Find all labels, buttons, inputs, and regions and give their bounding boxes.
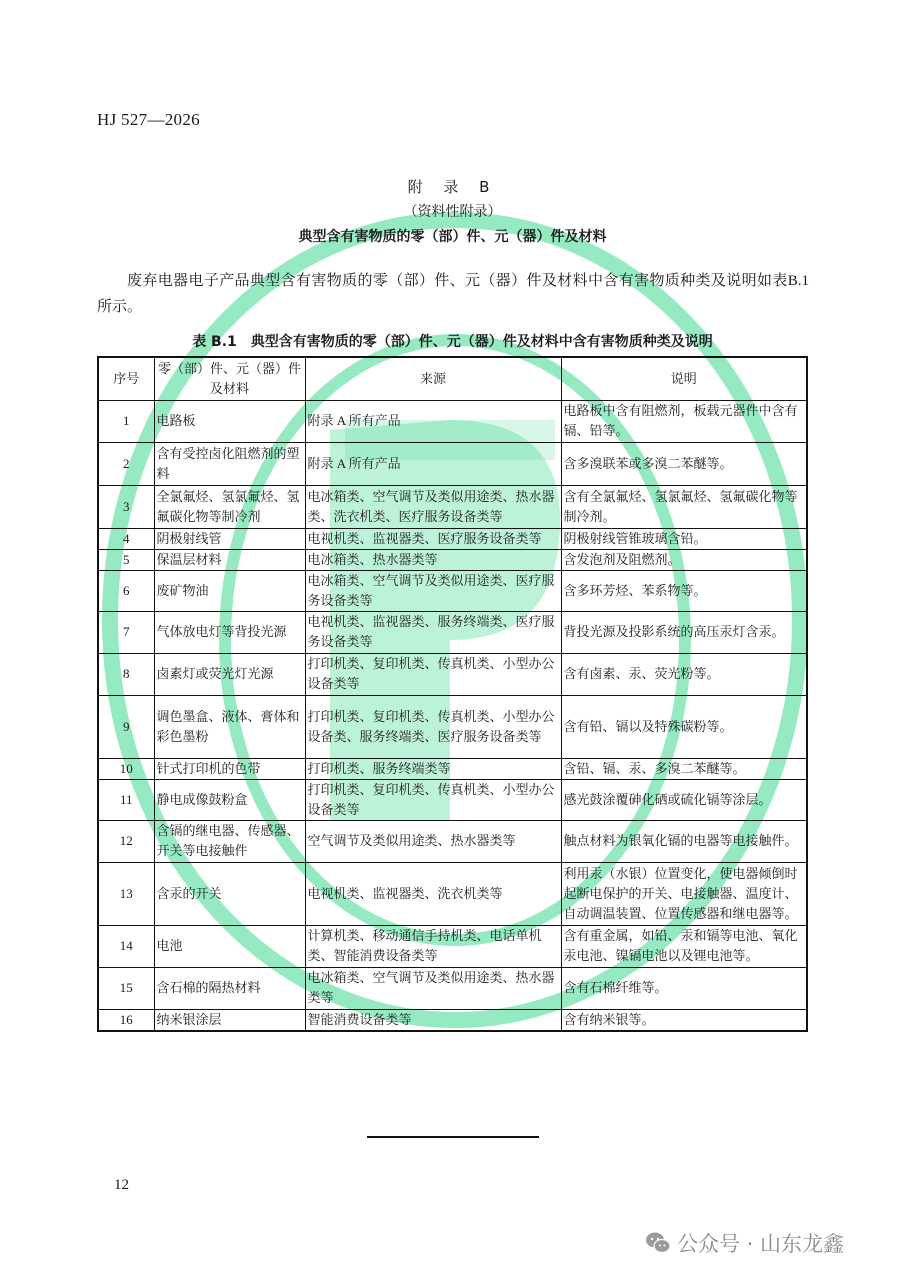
- row-number: 15: [98, 967, 154, 1009]
- row-source: 电冰箱类、空气调节及类似用途类、热水器类、洗衣机类、医疗服务设备类等: [305, 485, 561, 528]
- row-number: 5: [98, 549, 154, 570]
- row-number: 6: [98, 570, 154, 611]
- row-number: 8: [98, 653, 154, 695]
- table-header-row: [98, 357, 807, 400]
- row-note: 含有重金属，如铅、汞和镉等电池、氧化汞电池、镍镉电池以及锂电池等。: [561, 925, 807, 967]
- row-number: 4: [98, 528, 154, 549]
- row-source: 电冰箱类、热水器类等: [305, 549, 561, 570]
- row-item: 电路板: [154, 400, 305, 442]
- row-note: 含有石棉纤维等。: [561, 967, 807, 1009]
- row-item: 纳米银涂层: [154, 1009, 305, 1031]
- page-number: 12: [114, 1177, 129, 1193]
- row-number: 16: [98, 1009, 154, 1031]
- row-item: 含汞的开关: [154, 862, 305, 925]
- row-note: 阴极射线管锥玻璃含铅。: [561, 528, 807, 549]
- standard-number: HJ 527—2026: [97, 110, 200, 129]
- row-item: 全氯氟烃、氢氯氟烃、氢氟碳化物等制冷剂: [154, 485, 305, 528]
- row-number: 10: [98, 758, 154, 779]
- row-number: 14: [98, 925, 154, 967]
- appendix-label: 附 录 B: [407, 178, 498, 196]
- row-note: 含有纳米银等。: [561, 1009, 807, 1031]
- row-note: 含发泡剂及阻燃剂。: [561, 549, 807, 570]
- row-number: 1: [98, 400, 154, 442]
- table-row: [98, 400, 807, 442]
- appendix-title: 典型含有害物质的零（部）件、元（器）件及材料: [298, 229, 607, 245]
- column-header-no: 序号: [98, 357, 154, 400]
- row-source: 电冰箱类、空气调节及类似用途类、医疗服务设备类等: [305, 570, 561, 611]
- wechat-account-text: 公众号 · 山东龙鑫: [677, 1232, 845, 1256]
- row-source: 附录 A 所有产品: [305, 400, 561, 442]
- row-note: 感光鼓涂覆砷化硒或硫化镉等涂层。: [561, 779, 807, 820]
- hazardous-parts-table: [97, 356, 808, 1032]
- table-row: [98, 967, 807, 1009]
- row-note: 利用汞（水银）位置变化，使电器倾倒时起断电保护的开关、电接触器、温度计、自动调温装置、位置传感器和继电器等。: [561, 862, 807, 925]
- row-note: 背投光源及投影系统的高压汞灯含汞。: [561, 611, 807, 653]
- row-note: 含多溴联苯或多溴二苯醚等。: [561, 442, 807, 485]
- intro-paragraph: 废弃电器电子产品典型含有害物质的零（部）件、元（器）件及材料中含有害物质种类及说明如表B.1 所示。: [97, 273, 809, 315]
- row-source: 电视机类、监视器类、洗衣机类等: [305, 862, 561, 925]
- column-header-item: 零（部）件、元（器）件及材料: [154, 357, 305, 400]
- row-source: 空气调节及类似用途类、热水器类等: [305, 820, 561, 862]
- row-source: 打印机类、复印机类、传真机类、小型办公设备类、服务终端类、医疗服务设备类等: [305, 695, 561, 758]
- column-header-source: 来源: [305, 357, 561, 400]
- row-item: 阴极射线管: [154, 528, 305, 549]
- column-header-note: 说明: [561, 357, 807, 400]
- row-source: 智能消费设备类等: [305, 1009, 561, 1031]
- row-item: 卤素灯或荧光灯光源: [154, 653, 305, 695]
- wechat-icon: [645, 1231, 671, 1255]
- row-note: 含有铅、镉以及特殊碳粉等。: [561, 695, 807, 758]
- row-note: 电路板中含有阻燃剂，板载元器件中含有镉、铅等。: [561, 400, 807, 442]
- table-row: [98, 611, 807, 653]
- row-note: 含多环芳烃、苯系物等。: [561, 570, 807, 611]
- row-item: 电池: [154, 925, 305, 967]
- footer-divider: [367, 1136, 539, 1138]
- row-number: 9: [98, 695, 154, 758]
- wechat-account-watermark: [645, 1228, 844, 1258]
- table-caption: 表 B.1 典型含有害物质的零（部）件、元（器）件及材料中含有害物质种类及说明: [192, 334, 713, 350]
- table-row: [98, 442, 807, 485]
- row-number: 3: [98, 485, 154, 528]
- row-item: 针式打印机的色带: [154, 758, 305, 779]
- table-row: [98, 570, 807, 611]
- row-note: 含铅、镉、汞、多溴二苯醚等。: [561, 758, 807, 779]
- table-row: [98, 820, 807, 862]
- row-item: 含石棉的隔热材料: [154, 967, 305, 1009]
- appendix-type: （资料性附录）: [403, 204, 502, 220]
- row-source: 电冰箱类、空气调节及类似用途类、热水器类等: [305, 967, 561, 1009]
- row-source: 附录 A 所有产品: [305, 442, 561, 485]
- row-source: 计算机类、移动通信手持机类、电话单机类、智能消费设备类等: [305, 925, 561, 967]
- table-row: [98, 549, 807, 570]
- row-item: 含有受控卤化阻燃剂的塑料: [154, 442, 305, 485]
- table-row: [98, 925, 807, 967]
- row-number: 2: [98, 442, 154, 485]
- row-source: 电视机类、监视器类、服务终端类、医疗服务设备类等: [305, 611, 561, 653]
- table-row: [98, 695, 807, 758]
- row-source: 打印机类、复印机类、传真机类、小型办公设备类等: [305, 653, 561, 695]
- row-number: 12: [98, 820, 154, 862]
- table-row: [98, 779, 807, 820]
- row-item: 静电成像鼓粉盒: [154, 779, 305, 820]
- row-number: 13: [98, 862, 154, 925]
- table-row: [98, 485, 807, 528]
- row-item: 含镉的继电器、传感器、开关等电接触件: [154, 820, 305, 862]
- table-row: [98, 653, 807, 695]
- row-note: 含有全氯氟烃、氢氯氟烃、氢氟碳化物等制冷剂。: [561, 485, 807, 528]
- row-source: 打印机类、服务终端类等: [305, 758, 561, 779]
- table-row: [98, 758, 807, 779]
- table-row: [98, 862, 807, 925]
- row-note: 含有卤素、汞、荧光粉等。: [561, 653, 807, 695]
- row-item: 保温层材料: [154, 549, 305, 570]
- row-item: 气体放电灯等背投光源: [154, 611, 305, 653]
- row-item: 废矿物油: [154, 570, 305, 611]
- row-item: 调色墨盒、液体、膏体和彩色墨粉: [154, 695, 305, 758]
- table-row: [98, 1009, 807, 1031]
- row-number: 7: [98, 611, 154, 653]
- row-source: 打印机类、复印机类、传真机类、小型办公设备类等: [305, 779, 561, 820]
- table-row: [98, 528, 807, 549]
- row-number: 11: [98, 779, 154, 820]
- row-note: 触点材料为银氧化镉的电器等电接触件。: [561, 820, 807, 862]
- row-source: 电视机类、监视器类、医疗服务设备类等: [305, 528, 561, 549]
